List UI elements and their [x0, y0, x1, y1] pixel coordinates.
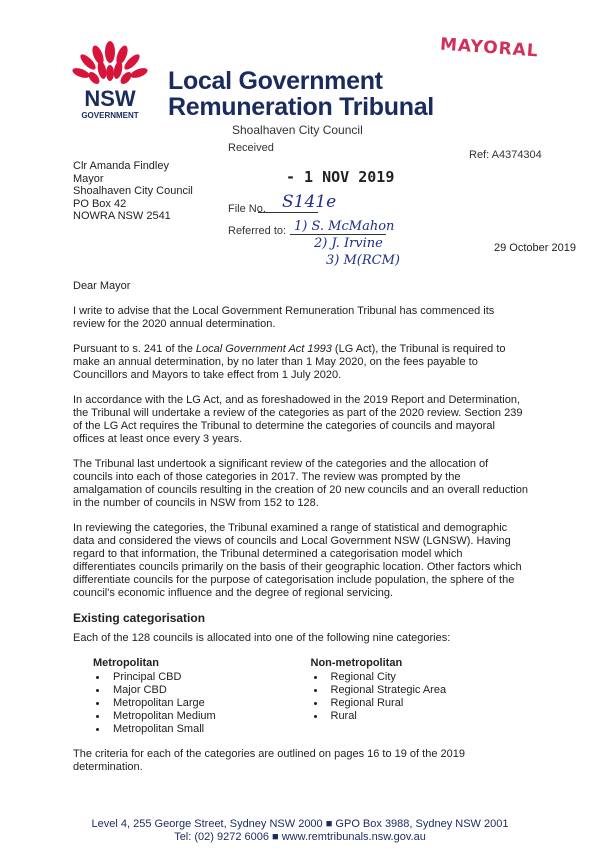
nsw-waratah-logo [72, 40, 148, 122]
recipient-line: NOWRA NSW 2541 [73, 210, 171, 223]
waratah-flower-icon [72, 41, 148, 86]
recipient-address [73, 160, 193, 223]
section-intro: Each of the 128 councils is allocated into one of the following nine categories: [73, 632, 451, 644]
letter-footer [0, 818, 600, 844]
recipient-line: PO Box 42 [73, 197, 127, 210]
file-number-handwritten: S141e [282, 192, 337, 212]
metropolitan-list [93, 671, 311, 736]
act-title: Local Government Act 1993 [195, 343, 332, 355]
list-item: Metropolitan Large [113, 697, 311, 710]
category-lists [93, 657, 528, 736]
non-metropolitan-column [311, 657, 529, 736]
footer-contact: Tel: (02) 9272 6006 ■ www.remtribunals.nsw.gov.au [174, 831, 426, 843]
section-heading: Existing categorisation [73, 611, 206, 625]
referral-handwritten: 1) S. McMahon [294, 219, 395, 234]
reference-number: Ref: A4374304 [469, 149, 542, 161]
referred-to-label: Referred to: [228, 225, 287, 237]
referral-handwritten: 2) J. Irvine [314, 236, 383, 251]
metropolitan-column [93, 657, 311, 736]
list-item: Regional Rural [331, 697, 529, 710]
received-stamp-label: Received [228, 142, 274, 154]
referral-handwritten: 3) M(RCM) [326, 253, 400, 268]
salutation: Dear Mayor [73, 280, 131, 292]
paragraph: I write to advise that the Local Government Remuneration Tribunal has commenced its review for the 2020 annual determination. [73, 305, 495, 330]
metropolitan-heading: Metropolitan [93, 657, 159, 669]
file-number-label: File No. [228, 203, 266, 215]
paragraph: In accordance with the LG Act, and as foreshadowed in the 2019 Report and Determination, the Tribunal will undertake a review of the categories as part of the 2020 review. Section 239 of the LG Act requires the Tribunal to determine the categories of councils and mayoral offices at least once every 3 years. [73, 394, 523, 445]
paragraph: The Tribunal last undertook a significant review of the categories and the allocation of councils into each of those categories in 2017. The review was prompted by the amalgamation of councils resulting in the creation of 20 new councils and an overall reduction in the number of councils in NSW from 152 to 128. [73, 458, 528, 509]
organization-title-line1: Local Government [168, 67, 383, 95]
list-item: Regional Strategic Area [331, 684, 529, 697]
list-item: Metropolitan Medium [113, 710, 311, 723]
list-item: Metropolitan Small [113, 723, 311, 736]
file-number-line [258, 212, 318, 213]
paragraph [73, 343, 528, 382]
footer-address: Level 4, 255 George Street, Sydney NSW 2000 ■ GPO Box 3988, Sydney NSW 2001 [91, 818, 509, 830]
letter-date: 29 October 2019 [494, 242, 576, 254]
letter-body [73, 280, 528, 786]
list-item: Major CBD [113, 684, 311, 697]
logo-government-text: GOVERNMENT [81, 111, 139, 120]
paragraph-text: Pursuant to s. 241 of the [73, 343, 196, 355]
criteria-note: The criteria for each of the categories are outlined on pages 16 to 19 of the 2019 determination. [73, 748, 465, 773]
list-item: Regional City [331, 671, 529, 684]
list-item: Principal CBD [113, 671, 311, 684]
non-metropolitan-heading: Non-metropolitan [310, 657, 403, 669]
recipient-line: Mayor [73, 172, 104, 185]
paragraph: In reviewing the categories, the Tribunal examined a range of statistical and demographic data and considered the views of councils and Local Government NSW (LGNSW). Having regard to that information, the Tribunal determined a categorisation model which differentiates councils primarily on the basis of their geographic location. Other factors which differentiate councils for the purpose of categorisation include population, the sphere of the council's economic influence and the degree of regional servicing. [73, 522, 522, 599]
referred-to-line [290, 234, 386, 235]
mayoral-stamp: MAYORAL [439, 34, 540, 62]
non-metropolitan-list [311, 671, 529, 723]
logo-nsw-text: NSW [84, 86, 136, 111]
recipient-line: Clr Amanda Findley [73, 160, 169, 172]
recipient-line: Shoalhaven City Council [73, 185, 193, 198]
organization-title-line2: Remuneration Tribunal [168, 93, 434, 121]
received-stamp-council: Shoalhaven City Council [232, 123, 363, 137]
paragraph-text: (LG Act), the Tribunal is required to make an annual determination, by no later than 1 May 2020, on the fees payable to Councillors and Mayors to take effect from 1 July 2020. [73, 343, 506, 381]
list-item: Rural [331, 710, 529, 723]
received-date-stamp: - 1 NOV 2019 [286, 168, 395, 186]
organization-title [168, 68, 434, 120]
